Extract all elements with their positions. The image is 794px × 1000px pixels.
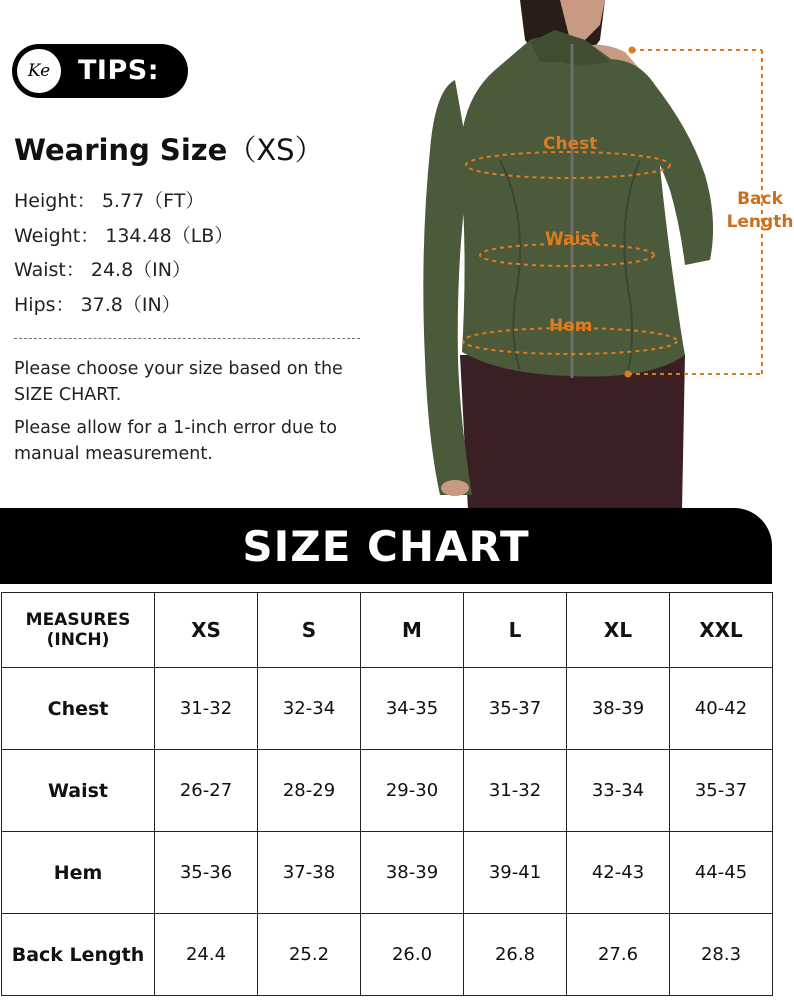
dashed-divider bbox=[14, 338, 360, 339]
brand-logo: Ke bbox=[17, 49, 61, 93]
model-illustration bbox=[400, 0, 794, 510]
measures-header-line2: (INCH) bbox=[46, 630, 110, 650]
stat-weight: Weight： 134.48（LB） bbox=[14, 224, 234, 247]
table-cell: 25.2 bbox=[258, 914, 361, 996]
tips-label: TIPS: bbox=[78, 55, 159, 86]
row-label-hem: Hem bbox=[2, 832, 155, 914]
size-header-xxl: XXL bbox=[670, 593, 773, 668]
size-header-m: M bbox=[361, 593, 464, 668]
table-cell: 32-34 bbox=[258, 668, 361, 750]
wearing-size-value: （XS） bbox=[227, 133, 324, 167]
table-cell: 33-34 bbox=[567, 750, 670, 832]
measures-header-line1: MEASURES bbox=[25, 610, 131, 630]
table-row-waist bbox=[2, 750, 773, 832]
note-size-chart: Please choose your size based on the SIZE CHART. bbox=[14, 359, 343, 405]
size-header-xs: XS bbox=[155, 593, 258, 668]
wearing-size-heading bbox=[14, 128, 324, 169]
back-length-label bbox=[722, 188, 794, 234]
table-cell: 31-32 bbox=[155, 668, 258, 750]
table-row-hem bbox=[2, 832, 773, 914]
size-chart-title: SIZE CHART bbox=[242, 521, 530, 571]
row-label-back-length: Back Length bbox=[2, 914, 155, 996]
table-cell: 35-37 bbox=[464, 668, 567, 750]
table-cell: 40-42 bbox=[670, 668, 773, 750]
table-row-chest bbox=[2, 668, 773, 750]
table-cell: 44-45 bbox=[670, 832, 773, 914]
table-cell: 24.4 bbox=[155, 914, 258, 996]
table-cell: 38-39 bbox=[567, 668, 670, 750]
table-cell: 28.3 bbox=[670, 914, 773, 996]
size-header-s: S bbox=[258, 593, 361, 668]
chest-label: Chest bbox=[543, 134, 598, 154]
table-cell: 31-32 bbox=[464, 750, 567, 832]
table-cell: 37-38 bbox=[258, 832, 361, 914]
table-cell: 29-30 bbox=[361, 750, 464, 832]
stat-hips: Hips： 37.8（IN） bbox=[14, 293, 181, 316]
model-stats bbox=[14, 184, 233, 322]
note-measurement-error: Please allow for a 1-inch error due to manual measurement. bbox=[14, 418, 337, 464]
table-cell: 26-27 bbox=[155, 750, 258, 832]
row-label-waist: Waist bbox=[2, 750, 155, 832]
hem-label: Hem bbox=[549, 316, 593, 336]
table-cell: 34-35 bbox=[361, 668, 464, 750]
row-label-chest: Chest bbox=[2, 668, 155, 750]
stat-height: Height： 5.77（FT） bbox=[14, 190, 205, 212]
size-chart-table bbox=[1, 592, 773, 996]
table-cell: 27.6 bbox=[567, 914, 670, 996]
table-cell: 28-29 bbox=[258, 750, 361, 832]
table-cell: 26.8 bbox=[464, 914, 567, 996]
model-figure bbox=[400, 0, 794, 510]
stat-waist: Waist： 24.8（IN） bbox=[14, 259, 192, 281]
waist-label: Waist bbox=[545, 229, 599, 249]
table-cell: 42-43 bbox=[567, 832, 670, 914]
table-cell: 35-37 bbox=[670, 750, 773, 832]
table-cell: 26.0 bbox=[361, 914, 464, 996]
tips-badge bbox=[12, 44, 188, 98]
size-chart-header bbox=[0, 508, 772, 584]
table-cell: 38-39 bbox=[361, 832, 464, 914]
table-row-back-length bbox=[2, 914, 773, 996]
table-cell: 39-41 bbox=[464, 832, 567, 914]
table-cell: 35-36 bbox=[155, 832, 258, 914]
measures-header bbox=[2, 593, 155, 668]
back-length-line1: Back bbox=[737, 189, 783, 209]
size-header-xl: XL bbox=[567, 593, 670, 668]
back-length-line2: Length bbox=[726, 212, 794, 232]
wearing-size-title: Wearing Size bbox=[14, 133, 228, 167]
size-header-l: L bbox=[464, 593, 567, 668]
table-header-row bbox=[2, 593, 773, 668]
